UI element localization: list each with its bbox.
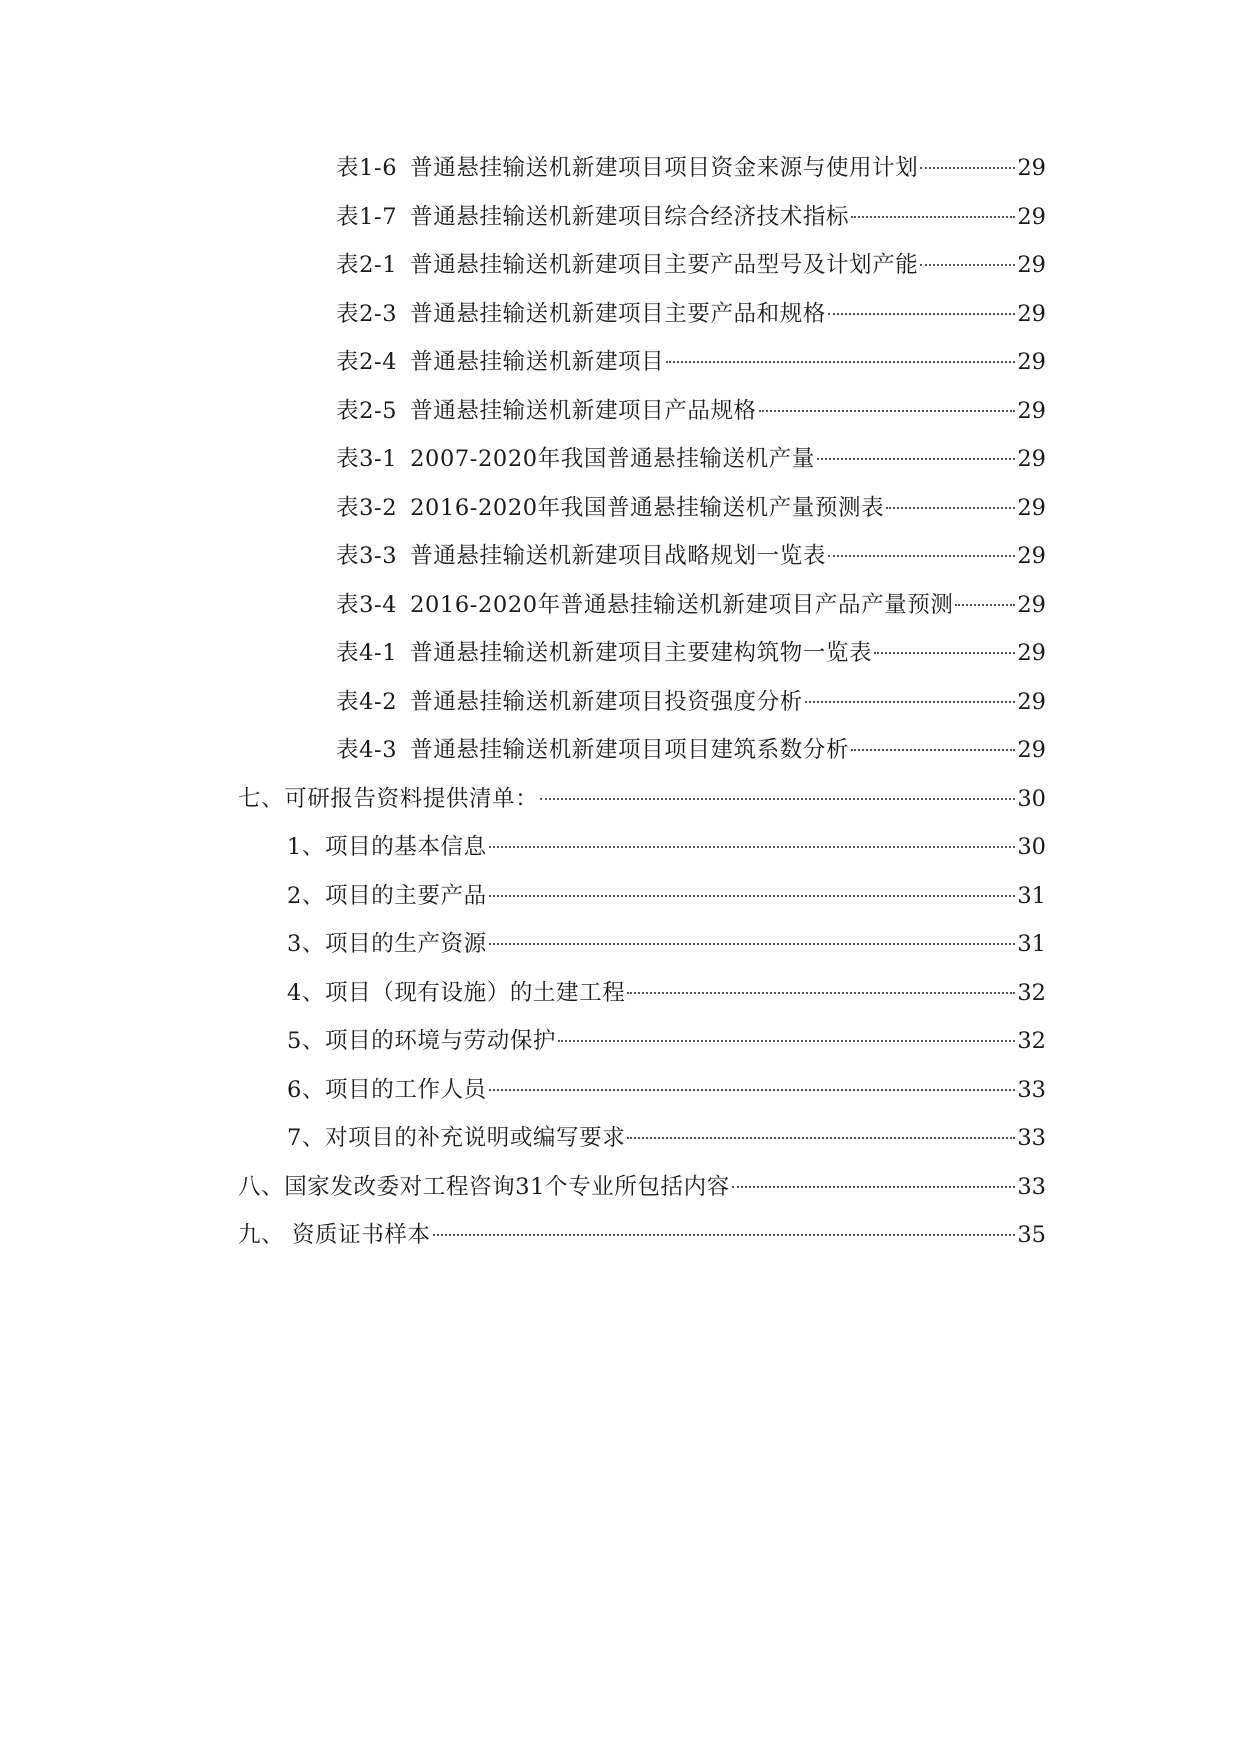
toc-entry-title: 普通悬挂输送机新建项目投资强度分析	[410, 688, 803, 715]
toc-entry-page-number: 29	[1017, 446, 1046, 472]
toc-entry-page-number: 30	[1017, 834, 1046, 860]
dot-leader	[851, 749, 1015, 751]
toc-entry-number: 表2-1	[336, 252, 398, 278]
dot-leader	[874, 652, 1015, 654]
toc-entry-page-number: 29	[1017, 494, 1046, 521]
toc-entry-page-number: 29	[1017, 397, 1046, 424]
toc-entry-page-number: 29	[1017, 543, 1046, 569]
toc-entry-number: 表3-2	[336, 494, 398, 521]
toc-entry-title: 4、项目（现有设施）的土建工程	[287, 979, 626, 1006]
toc-entry-label	[336, 393, 757, 429]
dot-leader	[489, 895, 1016, 897]
dot-leader	[627, 1137, 1015, 1139]
toc-entry-page-number: 29	[1017, 203, 1046, 230]
toc-entry-title: 2007-2020年我国普通悬挂输送机产量	[410, 446, 815, 472]
toc-entry-item-6[interactable]	[287, 1072, 1046, 1108]
toc-entry-table-2-3[interactable]	[336, 296, 1046, 332]
dot-leader	[817, 458, 1015, 460]
toc-entry-chapter-eight[interactable]	[238, 1169, 1046, 1205]
toc-entry-title: 九、 资质证书样本	[238, 1222, 431, 1248]
dot-leader	[851, 216, 1015, 218]
toc-entry-label	[336, 247, 918, 283]
toc-entry-number: 表3-4	[336, 591, 398, 618]
toc-entry-number: 表1-6	[336, 155, 398, 181]
toc-entry-label	[336, 344, 664, 380]
dot-leader	[732, 1186, 1016, 1188]
toc-entry-number: 表2-5	[336, 397, 398, 424]
toc-entry-number: 表3-1	[336, 446, 398, 472]
toc-entry-number: 表4-2	[336, 688, 398, 715]
toc-entry-label	[336, 587, 953, 623]
toc-entry-title: 6、项目的工作人员	[287, 1076, 487, 1103]
toc-entry-label	[336, 538, 826, 574]
toc-entry-page-number: 29	[1017, 737, 1046, 763]
toc-entry-number: 表1-7	[336, 203, 398, 230]
toc-entry-label	[336, 732, 849, 768]
toc-entry-label	[336, 150, 918, 186]
toc-entry-title: 2、项目的主要产品	[287, 882, 487, 909]
toc-entry-label	[336, 296, 826, 332]
toc-entry-table-3-4[interactable]	[336, 587, 1046, 623]
toc-entry-title: 普通悬挂输送机新建项目主要产品和规格	[410, 300, 826, 327]
toc-entry-title: 7、对项目的补充说明或编写要求	[287, 1125, 626, 1151]
toc-entry-table-4-1[interactable]	[336, 635, 1046, 671]
toc-entry-table-3-2[interactable]	[336, 490, 1046, 526]
dot-leader	[920, 264, 1015, 266]
dot-leader	[886, 507, 1015, 509]
dot-leader	[433, 1234, 1016, 1236]
toc-entry-page-number: 29	[1017, 300, 1046, 327]
toc-entry-page-number: 35	[1017, 1222, 1046, 1248]
toc-entry-table-1-6[interactable]	[336, 150, 1046, 186]
toc-entry-label	[336, 684, 803, 720]
dot-leader	[828, 313, 1015, 315]
dot-leader	[828, 555, 1015, 557]
toc-entry-title: 七、可研报告资料提供清单：	[238, 785, 539, 812]
toc-entry-page-number: 32	[1017, 979, 1046, 1006]
toc-entry-number: 表2-4	[336, 349, 398, 375]
toc-entry-item-7[interactable]	[287, 1120, 1046, 1156]
toc-entry-item-3[interactable]	[287, 926, 1046, 962]
toc-entry-page-number: 29	[1017, 640, 1046, 666]
toc-entry-item-2[interactable]	[287, 878, 1046, 914]
toc-entry-title: 1、项目的基本信息	[287, 834, 487, 860]
toc-entry-number: 表2-3	[336, 300, 398, 327]
toc-entry-label	[336, 635, 872, 671]
toc-entry-page-number: 29	[1017, 688, 1046, 715]
toc-entry-page-number: 29	[1017, 155, 1046, 181]
dot-leader	[489, 943, 1016, 945]
toc-entry-title: 普通悬挂输送机新建项目项目建筑系数分析	[410, 737, 850, 763]
toc-entry-table-2-4[interactable]	[336, 344, 1046, 380]
dot-leader	[540, 798, 1015, 800]
toc-entry-page-number: 32	[1017, 1028, 1046, 1054]
dot-leader	[805, 701, 1016, 703]
toc-entry-page-number: 31	[1017, 882, 1046, 909]
toc-entry-table-2-1[interactable]	[336, 247, 1046, 283]
toc-entry-number: 表4-1	[336, 640, 398, 666]
toc-entry-chapter-nine[interactable]	[238, 1217, 1046, 1253]
toc-entry-page-number: 33	[1017, 1076, 1046, 1103]
toc-entry-title: 3、项目的生产资源	[287, 931, 487, 957]
dot-leader	[489, 1089, 1016, 1091]
toc-entry-item-4[interactable]	[287, 975, 1046, 1011]
toc-entry-page-number: 31	[1017, 931, 1046, 957]
dot-leader	[666, 361, 1015, 363]
dot-leader	[558, 1040, 1015, 1042]
dot-leader	[627, 992, 1015, 994]
toc-entry-table-2-5[interactable]	[336, 393, 1046, 429]
toc-entry-table-3-1[interactable]	[336, 441, 1046, 477]
toc-entry-table-4-2[interactable]	[336, 684, 1046, 720]
toc-entry-label	[336, 490, 884, 526]
dot-leader	[955, 604, 1015, 606]
toc-entry-table-1-7[interactable]	[336, 199, 1046, 235]
toc-entry-title: 5、项目的环境与劳动保护	[287, 1028, 557, 1054]
toc-entry-page-number: 29	[1017, 252, 1046, 278]
toc-entry-label	[336, 441, 815, 477]
toc-entry-title: 2016-2020年普通悬挂输送机新建项目产品产量预测	[410, 591, 954, 618]
toc-entry-number: 表3-3	[336, 543, 398, 569]
toc-entry-page-number: 29	[1017, 591, 1046, 618]
dot-leader	[759, 410, 1016, 412]
toc-entry-chapter-seven[interactable]	[238, 781, 1046, 817]
toc-entry-page-number: 33	[1017, 1125, 1046, 1151]
dot-leader	[489, 846, 1016, 848]
toc-entry-page-number: 29	[1017, 349, 1046, 375]
toc-entry-number: 表4-3	[336, 737, 398, 763]
toc-entry-title: 普通悬挂输送机新建项目	[410, 349, 665, 375]
toc-entry-title: 普通悬挂输送机新建项目项目资金来源与使用计划	[410, 155, 919, 181]
toc-entry-title: 八、国家发改委对工程咨询31个专业所包括内容	[238, 1173, 730, 1200]
toc-entry-page-number: 30	[1017, 785, 1046, 812]
toc-entry-page-number: 33	[1017, 1173, 1046, 1200]
toc-entry-title: 普通悬挂输送机新建项目主要建构筑物一览表	[410, 640, 873, 666]
toc-entry-item-5[interactable]	[287, 1023, 1046, 1059]
toc-entry-title: 普通悬挂输送机新建项目主要产品型号及计划产能	[410, 252, 919, 278]
toc-entry-title: 普通悬挂输送机新建项目战略规划一览表	[410, 543, 826, 569]
toc-entry-table-4-3[interactable]	[336, 732, 1046, 768]
toc-entry-title: 2016-2020年我国普通悬挂输送机产量预测表	[410, 494, 885, 521]
toc-entry-title: 普通悬挂输送机新建项目综合经济技术指标	[410, 203, 850, 230]
dot-leader	[920, 167, 1015, 169]
toc-entry-table-3-3[interactable]	[336, 538, 1046, 574]
toc-entry-item-1[interactable]	[287, 829, 1046, 865]
toc-entry-label	[336, 199, 849, 235]
toc-entry-title: 普通悬挂输送机新建项目产品规格	[410, 397, 757, 424]
